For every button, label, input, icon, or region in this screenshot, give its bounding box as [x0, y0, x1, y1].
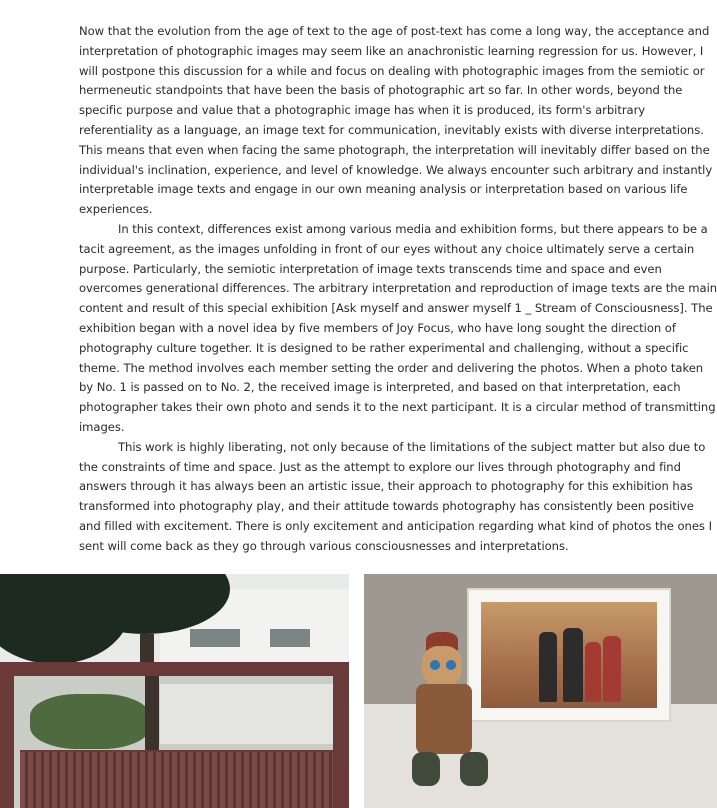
toy-eye [430, 660, 440, 670]
toy-body [416, 684, 472, 754]
portrait-person [539, 632, 557, 702]
bush [30, 694, 150, 749]
inner-house [160, 684, 333, 744]
article-paragraph-2: In this context, differences exist among various media and exhibition forms, but there appears to be a tacit agreement, as the images unfolding in front of our eyes without any choice ultimately serve a certain purpose. Particularly, the semiotic interpretation of image texts transcends time and space and even overcomes generational differences. The arbitrary interpretation and reproduction of image texts are the main content and result of this special exhibition [Ask myself and answer myself 1 _ Stream of Consciousness]. The exhibition began with a novel idea by five members of Joy Focus, who have long sought the direction of photography culture together. It is designed to be rather experimental and challenging, without a specific theme. The method involves each member setting the order and delivering the photos. When a photo taken by No. 1 is passed on to No. 2, the received image is interpreted, and based on that interpretation, each photographer takes their own photo and sends it to the next participant. It is a circular method of transmitting images. [79, 221, 717, 434]
toy-eye [446, 660, 456, 670]
house-window [190, 629, 240, 647]
family-portrait [481, 602, 657, 708]
house-window [270, 629, 310, 647]
photo-toy-portrait [364, 574, 717, 808]
portrait-person [563, 628, 583, 702]
toy-head [422, 646, 462, 686]
toy-wheel [460, 752, 488, 786]
photo-house-gate [0, 574, 349, 808]
gate-frame-top [0, 662, 349, 676]
portrait-person [603, 636, 621, 702]
tree-trunk-inner [145, 676, 159, 756]
article-body [79, 22, 717, 557]
gate-frame-right [333, 662, 349, 808]
toy-wheel [412, 752, 440, 786]
fence [20, 752, 336, 808]
family-portrait-frame [467, 588, 671, 722]
gate-frame-left [0, 662, 14, 808]
portrait-person [585, 642, 601, 702]
article-paragraph-3: This work is highly liberating, not only because of the limitations of the subject matter but also due to the constraints of time and space. Just as the attempt to explore our lives through photography and find answers through it has always been an artistic issue, their approach to photography for this exhibition has transformed into photography play, and their attitude towards photography has consistently been positive and filled with excitement. There is only excitement and anticipation regarding what kind of photos the ones I sent will come back as they go through various consciousnesses and interpretations. [79, 439, 712, 553]
article-paragraph-1: Now that the evolution from the age of text to the age of post-text has come a long way, the acceptance and interpretation of photographic images may seem like an anachronistic learning regression for us. However, I will postpone this discussion for a while and focus on dealing with photographic images from the semiotic or hermeneutic standpoints that have been the basis of photographic art so far. In other words, beyond the specific purpose and value that a photographic image has when it is produced, its form's arbitrary referentiality as a language, an image text for communication, inevitably exists with diverse interpretations. This means that even when facing the same photograph, the interpretation will inevitably differ based on the individual's inclination, experience, and level of knowledge. We always encounter such arbitrary and instantly interpretable image texts and engage in our own meaning analysis or interpretation based on various life experiences. [79, 24, 713, 217]
